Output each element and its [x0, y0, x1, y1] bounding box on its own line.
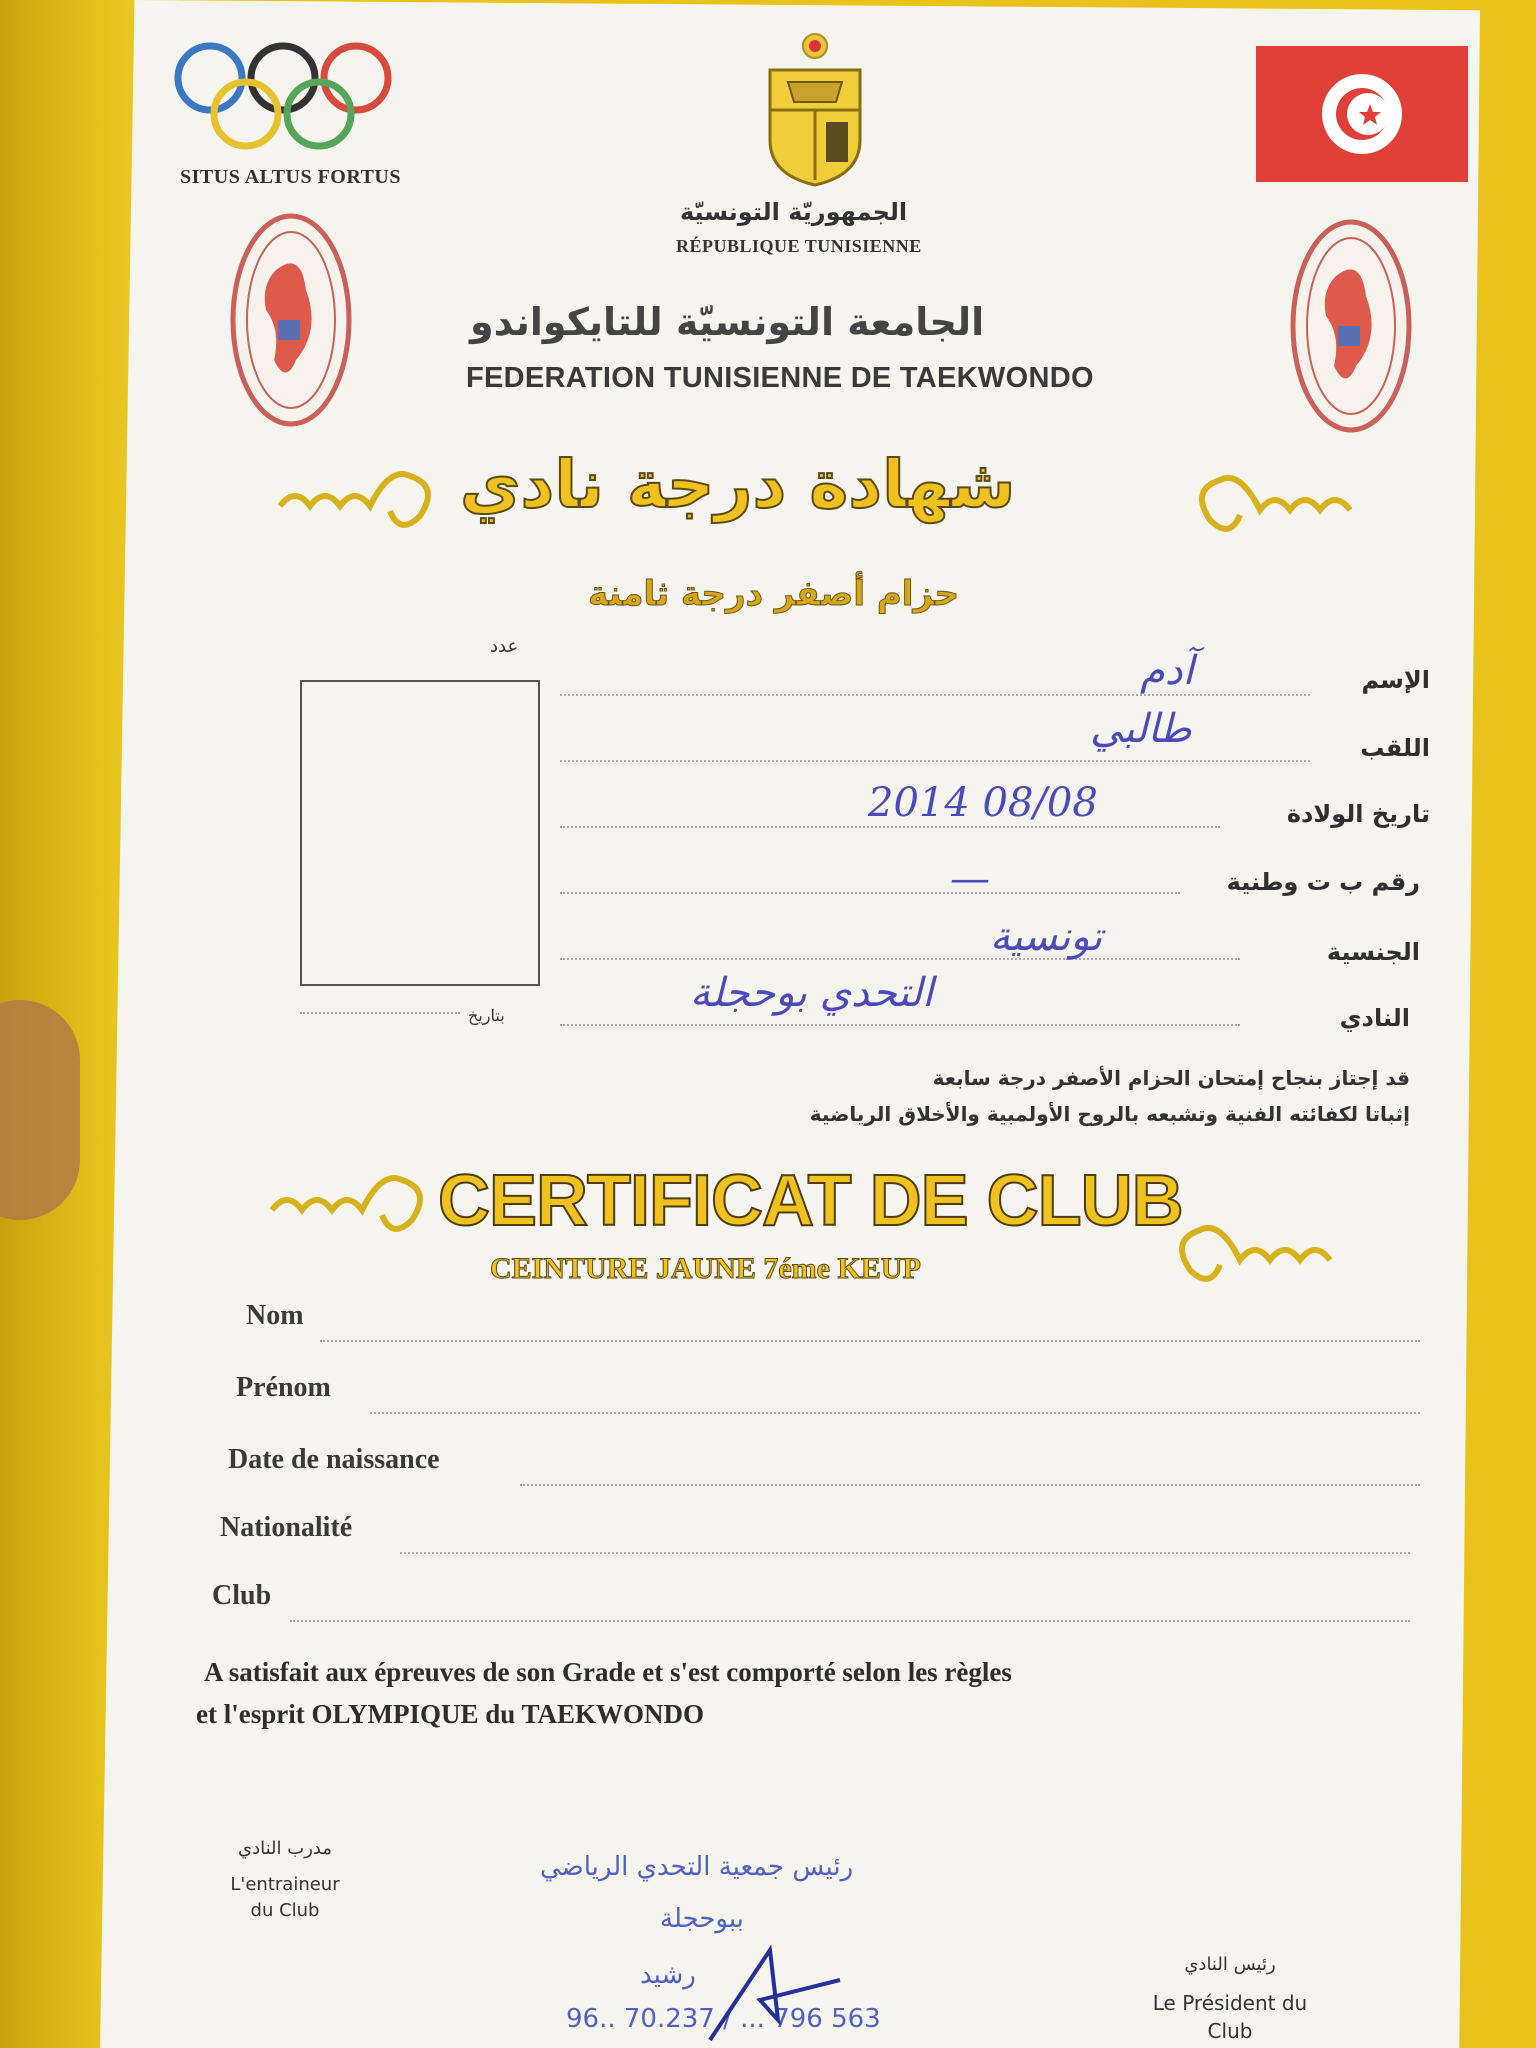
field-value: طالبي [1090, 706, 1192, 752]
field-line [560, 892, 1180, 894]
field-label: اللقب [1360, 734, 1430, 762]
field-label-club: Club [212, 1580, 272, 1611]
ornament-right-icon [1140, 1200, 1340, 1290]
date-line [300, 1012, 460, 1014]
statement-arabic-line2: إثباتا لكفائته الفنية وتشبعه بالروح الأولمبية والأخلاق الرياضية [809, 1102, 1410, 1126]
field-label-nom: Nom [246, 1300, 304, 1331]
issue-date-label: بتاريخ [468, 1006, 505, 1025]
field-label: الجنسية [1326, 938, 1420, 966]
certificate-title-french: CERTIFICAT DE CLUB [438, 1161, 1183, 1241]
tunisia-coat-of-arms-icon [760, 30, 870, 190]
field-line [560, 958, 1240, 960]
republic-arabic: الجمهوريّة التونسيّة [680, 198, 908, 226]
olympic-rings-logo [168, 36, 398, 156]
federation-seal-left-icon [226, 210, 356, 430]
stamp-line2: ببوحجلة [660, 1904, 744, 1934]
field-line [290, 1620, 1410, 1622]
field-line [320, 1340, 1420, 1342]
president-label-french-1: Le Président du [1152, 1991, 1308, 2015]
president-label-arabic: رئيس النادي [1184, 1954, 1276, 1975]
tunisia-flag-icon [1256, 46, 1468, 182]
belt-subtitle-arabic: حزام أصفر درجة ثامنة [588, 574, 960, 614]
field-line [560, 1024, 1240, 1026]
president-label-french-2: Club [1207, 2019, 1253, 2043]
field-label: رقم ب ت وطنية [1226, 868, 1420, 896]
republic-french: RÉPUBLIQUE TUNISIENNE [676, 236, 922, 256]
field-line [520, 1484, 1420, 1486]
ornament-right-icon [1170, 450, 1360, 540]
president-signature-icon [700, 1940, 850, 2048]
field-value: التحدي بوحجلة [690, 970, 934, 1016]
field-value: — [950, 856, 990, 902]
number-label: عدد [490, 636, 519, 657]
stamp-line3: رشيد [640, 1960, 696, 1990]
federation-french: FEDERATION TUNISIENNE DE TAEKWONDO [466, 362, 1094, 394]
statement-french-line2: et l'esprit OLYMPIQUE du TAEKWONDO [196, 1699, 705, 1729]
federation-seal-right-icon [1286, 216, 1416, 436]
field-line [560, 826, 1220, 828]
holding-hand [0, 1000, 80, 1220]
field-line [560, 694, 1310, 696]
field-label-date-naissance: Date de naissance [228, 1444, 440, 1475]
field-label: النادي [1339, 1004, 1410, 1032]
field-value: آدم [1140, 648, 1194, 694]
olympic-motto: SITUS ALTUS FORTUS [180, 166, 401, 188]
belt-subtitle-french: CEINTURE JAUNE 7éme KEUP [490, 1252, 921, 1285]
field-label-nationalite: Nationalité [220, 1512, 353, 1543]
trainer-label-french-1: L'entraineur [230, 1874, 340, 1895]
field-value: 2014 08/08 [868, 780, 1098, 826]
certificate-title-arabic: شهادة درجة نادي [460, 446, 1016, 523]
field-label: تاريخ الولادة [1286, 800, 1430, 828]
field-value: تونسية [990, 914, 1103, 960]
statement-arabic-line1: قد إجتاز بنجاح إمتحان الحزام الأصفر درجة سابعة [932, 1066, 1410, 1090]
field-line [370, 1412, 1420, 1414]
field-line [560, 760, 1310, 762]
field-label-prenom: Prénom [236, 1372, 331, 1403]
field-line [400, 1552, 1410, 1554]
trainer-label-arabic: مدرب النادي [238, 1838, 332, 1859]
statement-french-line1: A satisfait aux épreuves de son Grade et s'est comporté selon les règles [204, 1657, 1012, 1687]
trainer-label-french-2: du Club [250, 1900, 320, 1921]
stamp-line1: رئيس جمعية التحدي الرياضي [540, 1852, 854, 1882]
photo-placeholder [300, 680, 540, 986]
ornament-left-icon [262, 1150, 432, 1240]
stamp-phone: 96.. 70.237 / ... 796 563 [566, 2004, 881, 2034]
field-label: الإسم [1361, 666, 1430, 694]
ornament-left-icon [270, 446, 450, 536]
federation-arabic: الجامعة التونسيّة للتايكواندو [470, 300, 985, 344]
